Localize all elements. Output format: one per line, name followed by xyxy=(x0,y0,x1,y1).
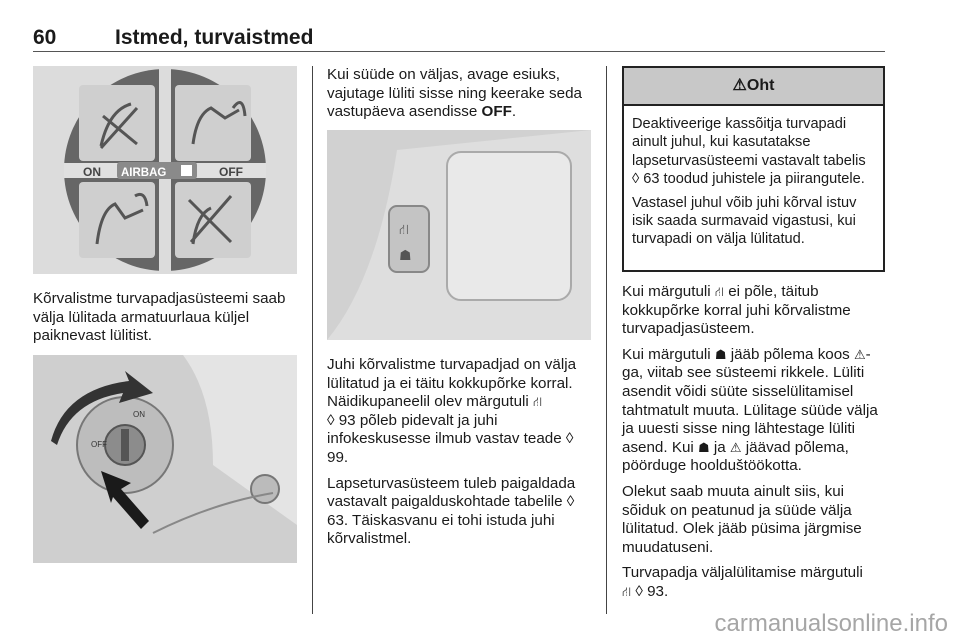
airbag-label-figure xyxy=(33,66,297,274)
warning-lamp-icon: ⚠ xyxy=(854,346,866,362)
right-paragraph-3: Olekut saab muuta ainult siis, kui sõiduk on peatunud ja süüde välja lülitatud. Olek jääb püsima järgmise muudatuseni. xyxy=(622,482,862,556)
warning-paragraph-2: Vastasel juhul võib juhi kõrval istuv isik saada surmavaid vigastusi, kui turvapadi on välja lülitatud. xyxy=(632,194,857,248)
watermark: carmanualsonline.info xyxy=(714,610,948,637)
child-seat-warning-icon xyxy=(79,85,155,161)
column-divider-1 xyxy=(312,66,313,614)
airbag-icon: ☗ xyxy=(698,439,710,455)
airbag-icon: ☗ xyxy=(714,346,727,362)
chapter-title: Istmed, turvaistmed xyxy=(115,26,314,49)
warning-box xyxy=(622,66,885,272)
label-airbag: AIRBAG xyxy=(121,167,167,179)
page-ref-icon: ◊ xyxy=(327,411,335,429)
page-number: 60 xyxy=(33,26,57,49)
page-ref-icon: ◊ xyxy=(635,582,643,600)
airbag-off-icon: ⛙ xyxy=(714,284,724,299)
warning-paragraph-1: Deaktiveerige kassõitja turvapadi ainult juhul, kui kasutatakse lapseturvasüsteemi vastavalt tabelis ◊ 63 toodud juhistele ja piirangutele. xyxy=(632,116,866,188)
middle-paragraph-2: Näidikupaneelil olev märgutuli ⛙ ◊ 93 põleb pidevalt ja juhi infokeskusesse ilmub vastav teade ◊ 99. xyxy=(327,393,574,466)
switch-label-off: OFF xyxy=(91,440,107,449)
airbag-on-indicator-icon: ☗ xyxy=(399,248,412,264)
middle-paragraph-3: Lapseturvasüsteem tuleb paigaldada vastavalt paigalduskohtade tabelile ◊ 63. Täiskasvanu ei tohi istuda juhi kõrvalistmel. xyxy=(327,474,576,548)
intro-paragraph: Kui süüde on väljas, avage esiuks, vajutage lüliti sisse ning keerake seda vastupäeva asendisse OFF. xyxy=(327,66,582,121)
dashboard-panel xyxy=(447,152,571,300)
right-paragraph-4: Turvapadja väljalülitamise märgutuli ⛙ ◊ 93. xyxy=(622,564,863,600)
airbag-off-icon: ⛙ xyxy=(533,394,543,410)
column-divider-2 xyxy=(606,66,607,614)
airbag-switch-figure xyxy=(33,355,297,563)
page-ref-icon: ◊ xyxy=(632,171,640,188)
right-text-block xyxy=(622,283,890,609)
warning-header xyxy=(624,68,883,106)
right-paragraph-2: Kui märgutuli ☗ jääb põlema koos ⚠-ga, viitab see süsteemi rikkele. Lüliti asendit võidi süüte sisselülitamisel tahtmatult muuta. Lülitage süüde välja ja uuesti sisse ning lähtestage lüliti asend. Kui ☗ ja ⚠ jäävad põlema, pöörduge hoolduštöökotta. xyxy=(622,345,878,475)
header-rule xyxy=(33,51,885,52)
middle-paragraph-1: Juhi kõrvalistme turvapadjad on välja lülitatud ja ei täitu kokkupõrke korral. xyxy=(327,356,577,392)
label-on: ON xyxy=(83,165,101,179)
middle-intro-block xyxy=(327,66,597,129)
warning-title: Oht xyxy=(746,77,775,94)
left-caption-block xyxy=(33,290,303,353)
page-ref-icon: ◊ xyxy=(565,430,574,448)
warning-body xyxy=(624,106,883,249)
passenger-airbag-indicator-figure xyxy=(327,130,591,340)
label-off: OFF xyxy=(219,165,243,179)
right-paragraph-1: Kui märgutuli ⛙ ei põle, täitub kokkupõrke korral juhi kõrvalistme turvapadjasüsteem. xyxy=(622,283,851,338)
warning-icon: ⚠ xyxy=(732,77,747,94)
switch-label-on: ON xyxy=(133,410,145,419)
airbag-off-icon: ⛙ xyxy=(622,583,632,599)
off-position-label: OFF xyxy=(481,103,512,121)
passenger-crossed-icon xyxy=(175,182,251,258)
child-seat-icon xyxy=(175,85,251,161)
page-ref-icon: ◊ xyxy=(566,493,575,511)
middle-text-block xyxy=(327,356,597,556)
left-caption: Kõrvalistme turvapadjasüsteemi saab välja lülitada armatuurlaua küljel paiknevast lülitist. xyxy=(33,290,286,345)
airbag-off-indicator-icon: ⛙ xyxy=(399,222,409,238)
warning-lamp-icon: ⚠ xyxy=(729,439,742,455)
adult-passenger-icon xyxy=(79,182,155,258)
